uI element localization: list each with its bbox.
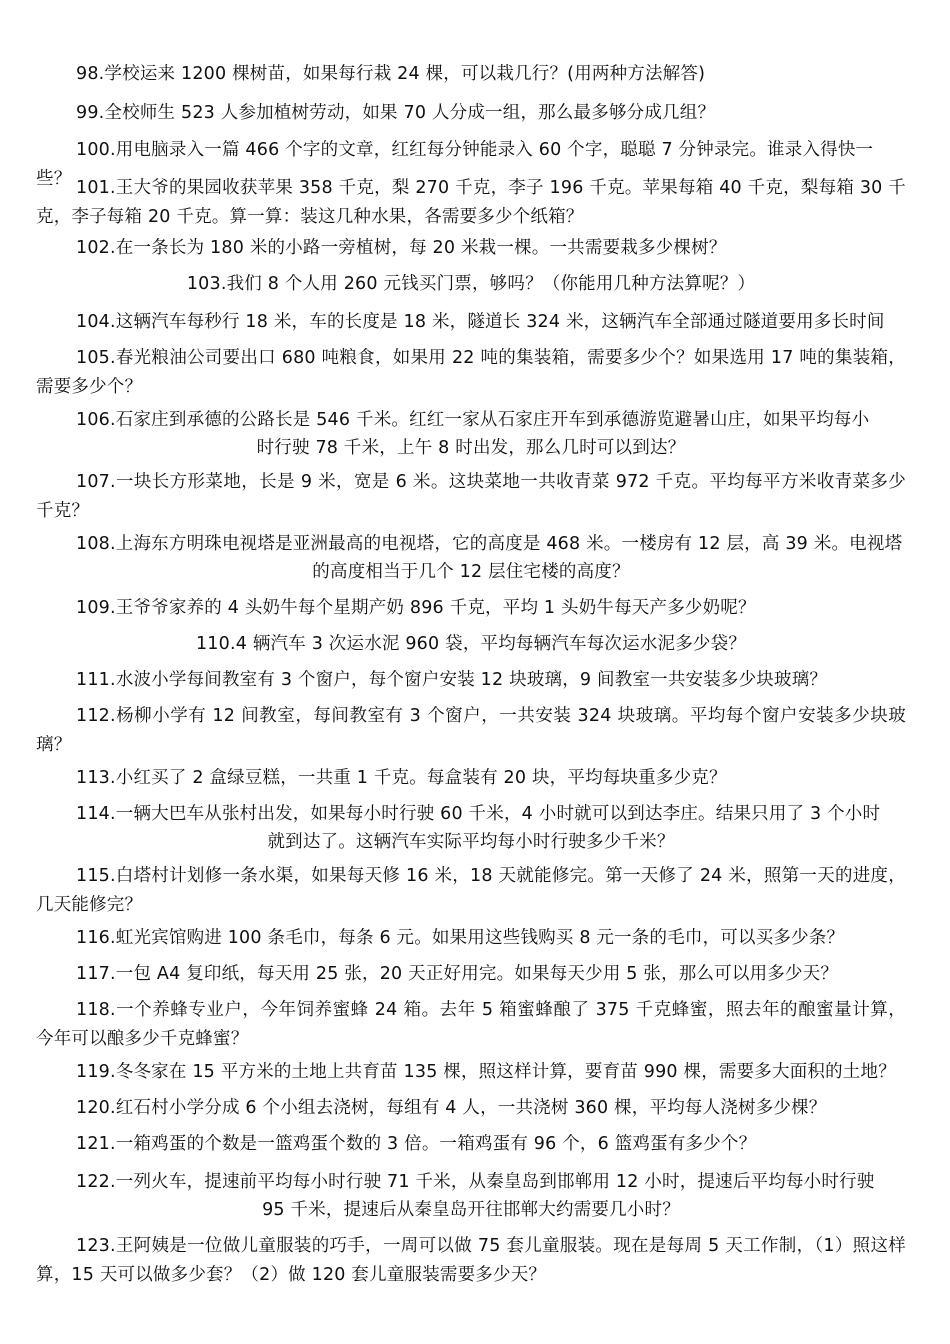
problem-line: 95 千米，提速后从秦皇岛开往邯郸大约需要几小时？	[262, 1200, 680, 1220]
problem-105: 105.春光粮油公司要出口 680 吨粮食，如果用 22 吨的集装箱，需要多少个？如果选用 17 吨的集装箱，需要多少个？	[36, 348, 906, 397]
problem-110: 110.4 辆汽车 3 次运水泥 960 袋，平均每辆汽车每次运水泥多少袋？	[195, 634, 747, 654]
problem-line: 114.一辆大巴车从张村出发，如果每小时行驶 60 千米，4 小时就可以到达李庄。结果只用了 3 个小时	[76, 804, 881, 824]
problem-98: 98.学校运来 1200 棵树苗，如果每行栽 24 棵，可以栽几行？(用两种方法解答)	[76, 64, 706, 84]
problem-101: 101.王大爷的果园收获苹果 358 千克，梨 270 千克，李子 196 千克。苹果每箱 40 千克，梨每箱 30 千克，李子每箱 20 千克。算一算：装这几种水果，各需要多少个纸箱？	[36, 178, 906, 227]
problem-109: 109.王爷爷家养的 4 头奶牛每个星期产奶 896 千克，平均 1 头奶牛每天产多少奶呢？	[76, 598, 756, 618]
problem-99: 99.全校师生 523 人参加植树劳动，如果 70 人分成一组，那么最多够分成几组？	[76, 103, 716, 123]
problem-line: 108.上海东方明珠电视塔是亚洲最高的电视塔，它的高度是 468 米。一楼房有 12 层，高 39 米。电视塔	[76, 534, 903, 554]
problem-123: 123.王阿姨是一位做儿童服装的巧手，一周可以做 75 套儿童服装。现在是每周 5 天工作制，（1）照这样算，15 天可以做多少套？（2）做 120 套儿童服装需要多少天？	[36, 1236, 906, 1285]
problem-118: 118.一个养蜂专业户，今年饲养蜜蜂 24 箱。去年 5 箱蜜蜂酿了 375 千克蜂蜜，照去年的酿蜜量计算，今年可以酿多少千克蜂蜜？	[36, 1000, 906, 1049]
problem-111: 111.水波小学每间教室有 3 个窗户，每个窗户安装 12 块玻璃，9 间教室一共安装多少块玻璃？	[76, 670, 828, 690]
problem-104: 104.这辆汽车每秒行 18 米，车的长度是 18 米，隧道长 324 米，这辆汽车全部通过隧道要用多长时间	[76, 312, 885, 332]
problem-line: 的高度相当于几个 12 层住宅楼的高度？	[312, 562, 630, 582]
problem-107: 107.一块长方形菜地，长是 9 米，宽是 6 米。这块菜地一共收青菜 972 千克。平均每平方米收青菜多少千克？	[36, 472, 906, 521]
problem-116: 116.虹光宾馆购进 100 条毛巾，每条 6 元。如果用这些钱购买 8 元一条的毛巾，可以买多少条？	[76, 928, 845, 948]
problem-112: 112.杨柳小学有 12 间教室，每间教室有 3 个窗户，一共安装 324 块玻璃。平均每个窗户安装多少块玻璃？	[36, 706, 906, 755]
problem-line: 就到达了。这辆汽车实际平均每小时行驶多少千米？	[267, 832, 675, 852]
problem-113: 113.小红买了 2 盒绿豆糕，一共重 1 千克。每盒装有 20 块，平均每块重多少克？	[76, 768, 727, 788]
problem-line: 106.石家庄到承德的公路长是 546 千米。红红一家从石家庄开车到承德游览避暑山庄，如果平均每小	[76, 410, 870, 430]
problem-120: 120.红石村小学分成 6 个小组去浇树，每组有 4 人，一共浇树 360 棵，平均每人浇树多少棵？	[76, 1098, 827, 1118]
problem-119: 119.冬冬家在 15 平方米的土地上共育苗 135 棵，照这样计算，要育苗 990 棵，需要多大面积的土地？	[76, 1062, 896, 1082]
problem-102: 102.在一条长为 180 米的小路一旁植树，每 20 米栽一棵。一共需要栽多少棵树？	[76, 238, 727, 258]
problem-line: 时行驶 78 千米，上午 8 时出发，那么几时可以到达？	[256, 438, 686, 458]
problem-115: 115.白塔村计划修一条水渠，如果每天修 16 米，18 天就能修完。第一天修了 24 米，照第一天的进度，几天能修完？	[36, 866, 906, 915]
problem-117: 117.一包 A4 复印纸，每天用 25 张，20 天正好用完。如果每天少用 5 张，那么可以用多少天？	[76, 964, 839, 984]
problem-100: 100.用电脑录入一篇 466 个字的文章，红红每分钟能录入 60 个字，聪聪 7 分钟录完。谁录入得快一些？	[36, 140, 874, 189]
problem-line: 122.一列火车，提速前平均每小时行驶 71 千米，从秦皇岛到邯郸用 12 小时，提速后平均每小时行驶	[76, 1172, 875, 1192]
problem-121: 121.一箱鸡蛋的个数是一篮鸡蛋个数的 3 倍。一箱鸡蛋有 96 个，6 篮鸡蛋有多少个？	[76, 1134, 757, 1154]
problem-103: 103.我们 8 个人用 260 元钱买门票，够吗？（你能用几种方法算呢？）	[186, 274, 756, 294]
